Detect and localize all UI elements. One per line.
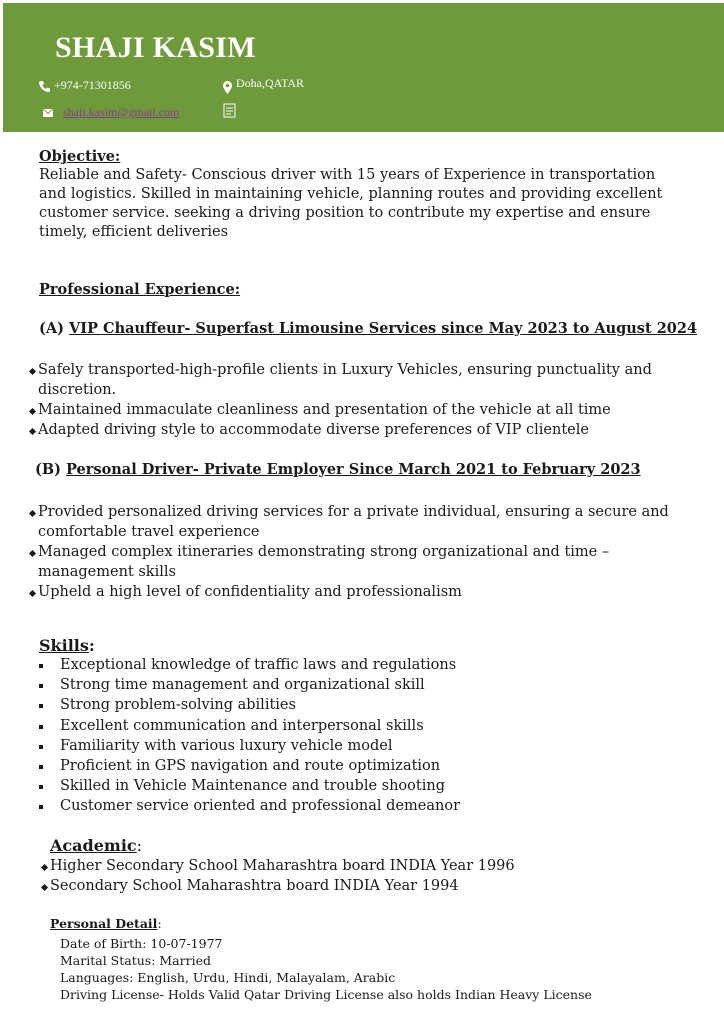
job-a-title: VIP Chauffeur- Superfast Limousine Services since May 2023 to August 2024: [69, 320, 698, 337]
objective-text: Reliable and Safety- Conscious driver with 15 years of Experience in transportation and logistics. Skilled in maintaining vehicle, planning routes and providing excellent customer service. seeking a driving position to contribute my expertise and ensure timely, efficient deliveries: [39, 167, 663, 240]
academic-list: [50, 856, 670, 896]
skills-heading: Skills:: [39, 636, 95, 655]
personal-title: Personal Detail: [50, 916, 158, 931]
job-a-prefix: (A): [39, 320, 64, 337]
job-b-title: Personal Driver- Private Employer Since March 2021 to February 2023: [66, 461, 641, 478]
personal-heading: Personal Detail:: [50, 916, 162, 931]
location-contact: [223, 73, 304, 94]
academic-heading: Academic:: [50, 836, 143, 855]
email-link[interactable]: shaji.kasim@gmail.com: [63, 105, 180, 119]
phone-icon: [39, 80, 50, 92]
languages: Languages: English, Urdu, Hindi, Malayalam, Arabic: [60, 970, 396, 985]
list-item: Adapted driving style to accommodate diverse preferences of VIP clientele: [38, 420, 678, 440]
list-item: Managed complex itineraries demonstrating strong organizational and time –management skills: [38, 542, 678, 582]
list-item: Excellent communication and interpersonal skills: [38, 716, 678, 736]
phone-number: +974-71301856: [54, 78, 131, 92]
job-b-prefix: (B): [35, 461, 61, 478]
list-item: Familiarity with various luxury vehicle model: [38, 736, 678, 756]
email-contact: [43, 105, 179, 120]
list-item: Higher Secondary School Maharashtra board INDIA Year 1996: [50, 856, 670, 876]
location-pin-icon: [223, 81, 232, 94]
marital-status: Marital Status: Married: [60, 953, 211, 968]
candidate-name: SHAJI KASIM: [55, 31, 256, 64]
envelope-icon: [43, 109, 53, 117]
list-item: Skilled in Vehicle Maintenance and trouble shooting: [38, 776, 678, 796]
list-item: Strong problem-solving abilities: [38, 695, 678, 715]
experience-title: Professional Experience:: [39, 281, 241, 298]
document-icon: [223, 103, 237, 119]
location-text: Doha,QATAR: [236, 76, 305, 90]
list-item: Proficient in GPS navigation and route optimization: [38, 756, 678, 776]
objective-title: Objective:: [39, 148, 121, 165]
list-item: Safely transported-high-profile clients in Luxury Vehicles, ensuring punctuality and discretion.: [38, 360, 678, 400]
list-item: Strong time management and organizational skill: [38, 675, 678, 695]
list-item: Upheld a high level of confidentiality and professionalism: [38, 582, 678, 602]
job-b-bullets: [38, 502, 678, 602]
skills-title: Skills: [39, 636, 89, 655]
list-item: Maintained immaculate cleanliness and presentation of the vehicle at all time: [38, 400, 678, 420]
driving-license: Driving License- Holds Valid Qatar Driving License also holds Indian Heavy License: [60, 987, 592, 1002]
date-of-birth: Date of Birth: 10-07-1977: [60, 936, 223, 951]
list-item: Customer service oriented and professional demeanor: [38, 796, 678, 816]
phone-contact: [39, 78, 131, 93]
job-a-bullets: [38, 360, 678, 440]
academic-title: Academic: [50, 836, 137, 855]
job-b-heading: [35, 461, 641, 478]
list-item: Provided personalized driving services for a private individual, ensuring a secure and comfortable travel experience: [38, 502, 678, 542]
job-a-heading: [39, 320, 697, 337]
list-item: Exceptional knowledge of traffic laws and regulations: [38, 655, 678, 675]
list-item: Secondary School Maharashtra board INDIA Year 1994: [50, 876, 670, 896]
personal-details: [60, 935, 680, 1003]
resume-header: [3, 3, 724, 132]
skills-list: [38, 655, 678, 817]
